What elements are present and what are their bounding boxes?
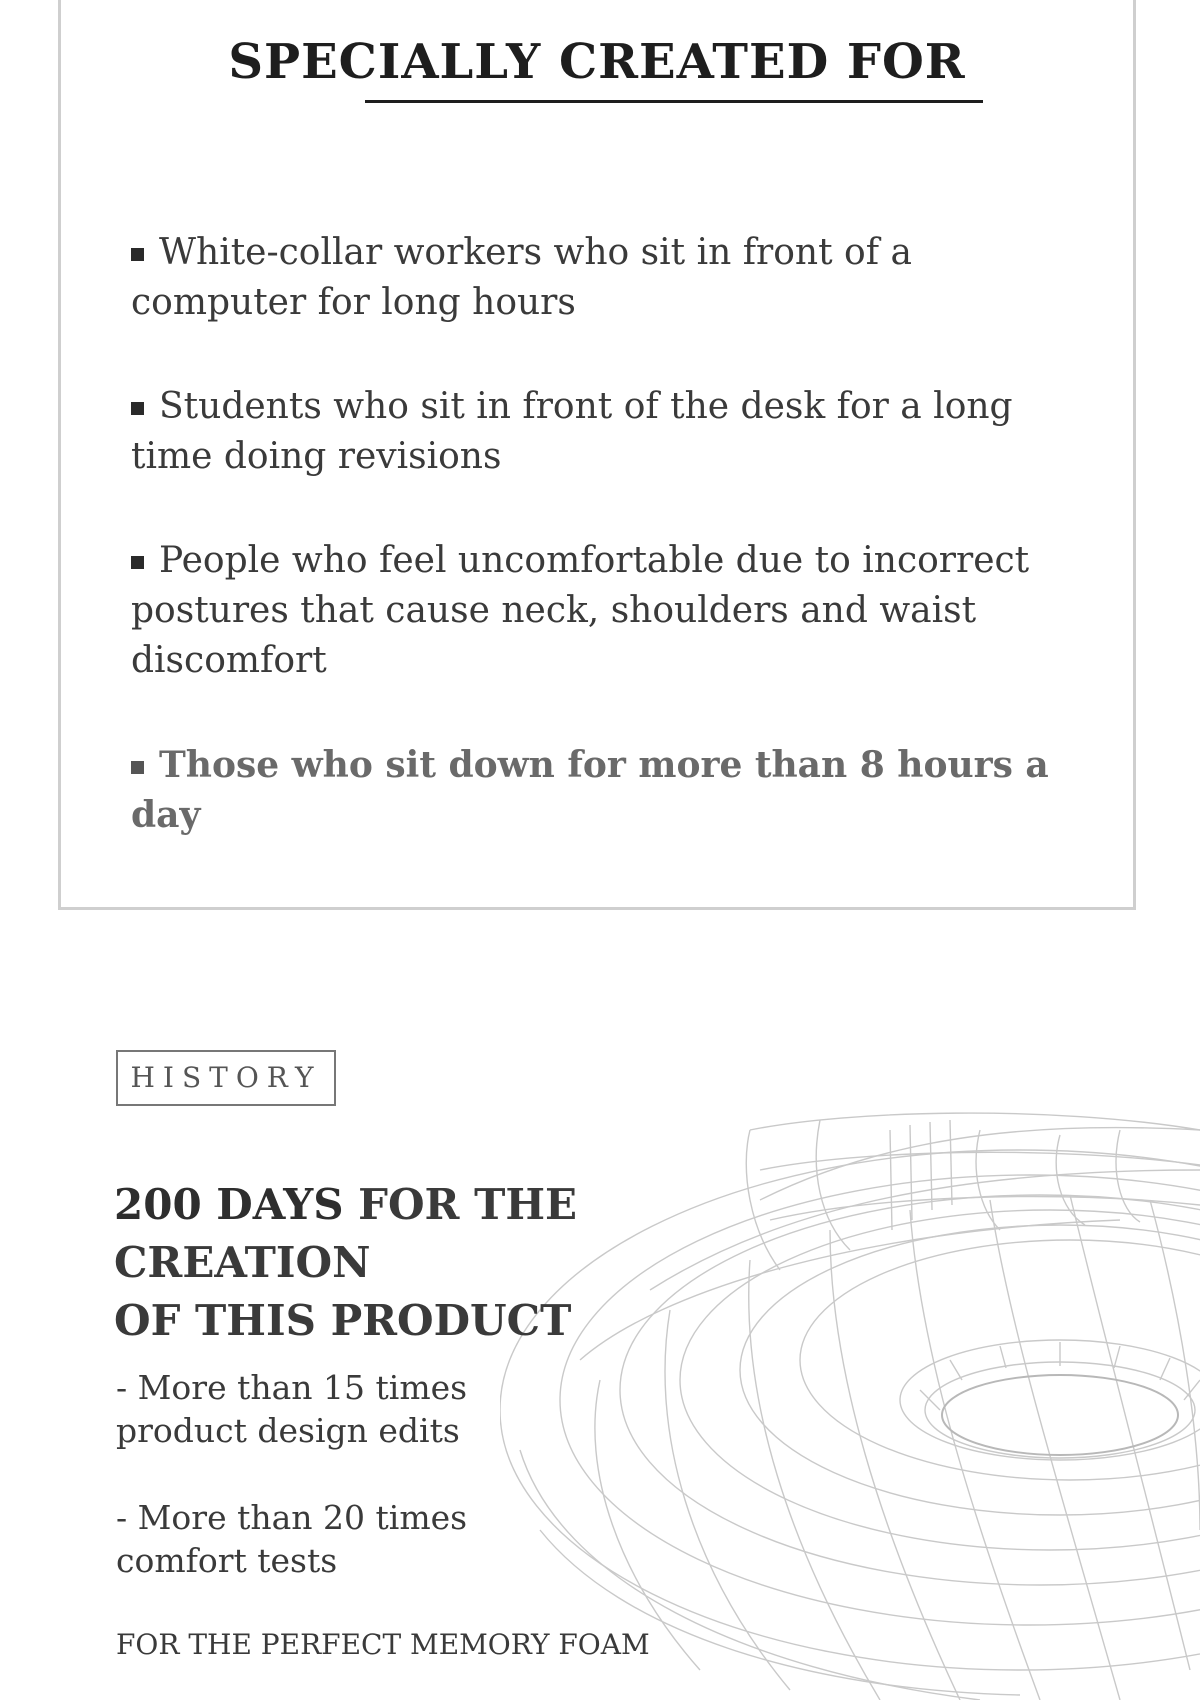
headline-bold: 200 DAYS bbox=[114, 1180, 344, 1229]
audience-item-4 bbox=[131, 740, 1091, 840]
audience-item-1 bbox=[131, 228, 1091, 328]
square-bullet-icon bbox=[131, 761, 144, 774]
headline-line2: OF THIS PRODUCT bbox=[114, 1296, 572, 1345]
stat-2-line1: - More than 20 times bbox=[116, 1498, 468, 1537]
square-bullet-icon bbox=[131, 402, 144, 415]
history-headline bbox=[114, 1176, 754, 1350]
stat-design-edits bbox=[116, 1366, 536, 1452]
square-bullet-icon bbox=[131, 248, 144, 261]
headline-rest: FOR THE CREATION bbox=[114, 1180, 578, 1287]
audience-item-3 bbox=[131, 536, 1091, 686]
section-title: SPECIALLY CREATED FOR bbox=[228, 34, 966, 90]
audience-item-2 bbox=[131, 382, 1091, 482]
stat-2-line2: comfort tests bbox=[116, 1541, 338, 1580]
stat-comfort-tests bbox=[116, 1496, 536, 1582]
audience-item-1-text: White-collar workers who sit in front of a computer for long hours bbox=[131, 232, 912, 323]
stat-1-line2: product design edits bbox=[116, 1411, 460, 1450]
stat-1-line1: - More than 15 times bbox=[116, 1368, 468, 1407]
footer-tagline: FOR THE PERFECT MEMORY FOAM bbox=[116, 1628, 650, 1661]
audience-item-4-text: Those who sit down for more than 8 hours a day bbox=[131, 744, 1049, 836]
title-underline bbox=[365, 100, 983, 103]
audience-item-3-text: People who feel uncomfortable due to incorrect postures that cause neck, shoulders and waist discomfort bbox=[131, 540, 1030, 681]
square-bullet-icon bbox=[131, 556, 144, 569]
audience-item-2-text: Students who sit in front of the desk for a long time doing revisions bbox=[131, 386, 1013, 477]
wireframe-center-hole bbox=[900, 1340, 1200, 1460]
history-tag: HISTORY bbox=[116, 1050, 336, 1106]
